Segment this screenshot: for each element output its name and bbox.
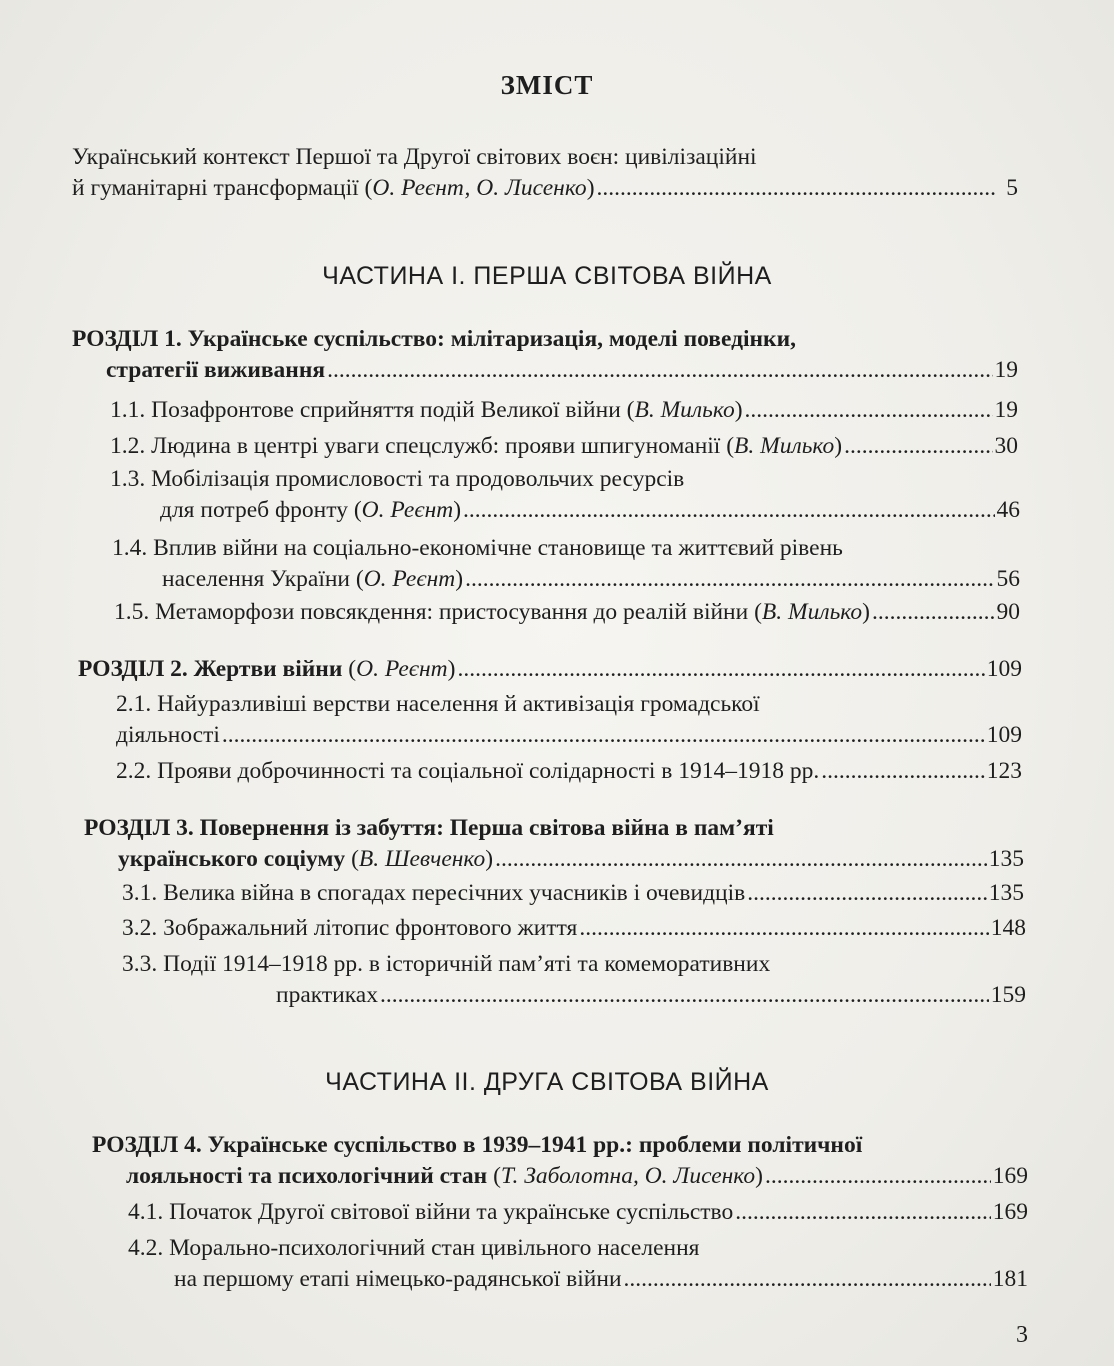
toc-entry-1-2: 1.2. Людина в центрі уваги спецслужб: прояви шпигуноманії ( В. Милько ) ..... 30 (110, 431, 1018, 462)
entry-title: 4.1. Початок Другої світової війни та українське суспільство (128, 1199, 734, 1225)
entry-line: Український контекст Першої та Другої світових воєн: цивілізаційні (72, 144, 757, 170)
entry-line: лояльності та психологічний стан (126, 1163, 488, 1189)
toc-entry-intro: Український контекст Першої та Другої світових воєн: цивілізаційні й гуманітарні трансформації ( О. Реєнт, О. Лисенко ) ..... 5 (72, 142, 1018, 204)
leader-dots (821, 756, 984, 787)
entry-author: О. Реєнт (356, 656, 448, 682)
toc-entry-chapter-3: РОЗДІЛ 3. Повернення із забуття: Перша світова війна в пам’яті українського соціуму ( В. Шевченко ) ..... 135 (84, 813, 1024, 875)
entry-page: 90 (996, 599, 1020, 625)
entry-line: на першому етапі німецько-радянської війни (174, 1266, 622, 1292)
entry-page: 5 (1006, 175, 1018, 201)
entry-page: 19 (994, 397, 1018, 423)
entry-line: українського соціуму (118, 846, 346, 872)
entry-line: для потреб фронту (160, 497, 348, 523)
entry-page: 46 (996, 497, 1020, 523)
entry-title: 1.5. Метаморфози повсякдення: пристосування до реалій війни (114, 599, 749, 625)
entry-title: РОЗДІЛ 2. Жертви війни (78, 656, 343, 682)
part-heading-2: ЧАСТИНА ІІ. ДРУГА СВІТОВА ВІЙНА (325, 1068, 769, 1096)
toc-entry-1-4: 1.4. Вплив війни на соціально-економічне становище та життєвий рівень населення України ( О. Реєнт ) ..... 56 (112, 533, 1020, 595)
leader-dots (465, 564, 994, 595)
entry-page: 135 (988, 846, 1024, 872)
leader-dots (597, 173, 996, 204)
entry-line: 1.3. Мобілізація промисловості та продовольчих ресурсів (110, 466, 685, 492)
leader-dots (380, 980, 989, 1011)
leader-dots (735, 1197, 991, 1228)
entry-line: РОЗДІЛ 4. Українське суспільство в 1939–1941 рр.: проблеми політичної (92, 1132, 863, 1158)
entry-line: й гуманітарні трансформації (72, 175, 359, 201)
leader-dots (747, 878, 987, 909)
entry-page: 169 (992, 1199, 1028, 1225)
entry-page: 123 (986, 758, 1022, 784)
leader-dots (457, 654, 984, 685)
leader-dots (745, 395, 993, 426)
entry-author: О. Реєнт (363, 566, 456, 592)
entry-line: 3.3. Події 1914–1918 рр. в історичній пам’яті та комеморативних (122, 951, 771, 977)
entry-line: 4.2. Морально-психологічний стан цивільного населення (128, 1235, 700, 1261)
entry-line: 1.4. Вплив війни на соціально-економічне становище та життєвий рівень (112, 535, 843, 561)
entry-page: 148 (990, 915, 1026, 941)
leader-dots (765, 1161, 991, 1192)
toc-entry-1-1: 1.1. Позафронтове сприйняття подій Великої війни ( В. Милько ) ..... 19 (110, 395, 1018, 426)
toc-entry-3-1 (122, 878, 1024, 909)
toc-entry-chapter-4: РОЗДІЛ 4. Українське суспільство в 1939–1941 рр.: проблеми політичної лояльності та психологічний стан ( Т. Заболотна, О. Лисенко ) ..... 169 (92, 1130, 1028, 1192)
entry-title: 1.1. Позафронтове сприйняття подій Великої війни (110, 397, 621, 423)
toc-entry-3-2 (122, 913, 1026, 944)
entry-page: 30 (994, 433, 1018, 459)
entry-page: 135 (988, 880, 1024, 906)
part-heading-1: ЧАСТИНА І. ПЕРША СВІТОВА ВІЙНА (322, 262, 772, 290)
entry-title: 1.2. Людина в центрі уваги спецслужб: прояви шпигуноманії (110, 433, 721, 459)
entry-page: 159 (990, 982, 1026, 1008)
entry-page: 181 (992, 1266, 1028, 1292)
entry-title: 2.2. Прояви доброчинності та соціальної солідарності в 1914–1918 рр. (116, 758, 820, 784)
entry-page: 169 (992, 1163, 1028, 1189)
leader-dots (327, 355, 992, 386)
entry-author: О. Реєнт, О. Лисенко (372, 175, 587, 201)
entry-line: 2.1. Найуразливіші верстви населення й активізація громадської (116, 691, 760, 717)
entry-page: 109 (986, 722, 1022, 748)
leader-dots (624, 1264, 991, 1295)
toc-entry-2-2 (116, 756, 1022, 787)
entry-line: діяльності (116, 722, 220, 748)
entry-author: Т. Заболотна, О. Лисенко (500, 1163, 756, 1189)
entry-title: 3.1. Велика війна в спогадах пересічних учасників і очевидців (122, 880, 746, 906)
entry-author: О. Реєнт (361, 497, 454, 523)
leader-dots (872, 597, 995, 628)
toc-entry-chapter-2: РОЗДІЛ 2. Жертви війни ( О. Реєнт ) ..... 109 (78, 654, 1022, 685)
leader-dots (222, 720, 985, 751)
page-title: ЗМІСТ (500, 70, 594, 100)
entry-page: 19 (994, 357, 1018, 383)
toc-entry-2-1 (116, 689, 1022, 751)
toc-entry-1-5: 1.5. Метаморфози повсякдення: пристосування до реалій війни ( В. Милько ) ..... 90 (114, 597, 1020, 628)
leader-dots (844, 431, 992, 462)
entry-author: В. Милько (734, 433, 835, 459)
entry-author: В. Шевченко (358, 846, 486, 872)
toc-entry-4-1 (128, 1197, 1028, 1228)
entry-line: практиках (276, 982, 378, 1008)
entry-line: РОЗДІЛ 3. Повернення із забуття: Перша світова війна в пам’яті (84, 815, 774, 841)
leader-dots (463, 495, 994, 526)
toc-entry-1-3: 1.3. Мобілізація промисловості та продовольчих ресурсів для потреб фронту ( О. Реєнт ) ..... 46 (110, 464, 1020, 526)
leader-dots (579, 913, 988, 944)
entry-title: 3.2. Зображальний літопис фронтового життя (122, 915, 578, 941)
toc-entry-3-3 (122, 949, 1026, 1011)
entry-line: населення України (162, 566, 350, 592)
toc-entry-4-2 (128, 1233, 1028, 1295)
entry-page: 56 (996, 566, 1020, 592)
toc-entry-chapter-1 (72, 324, 1018, 386)
entry-page: 109 (986, 656, 1022, 682)
entry-author: В. Милько (634, 397, 735, 423)
entry-author: В. Милько (761, 599, 863, 625)
leader-dots (495, 844, 987, 875)
entry-line: РОЗДІЛ 1. Українське суспільство: мілітаризація, моделі поведінки, (72, 326, 797, 352)
entry-line: стратегії виживання (106, 357, 326, 383)
page-number: 3 (1016, 1322, 1028, 1348)
